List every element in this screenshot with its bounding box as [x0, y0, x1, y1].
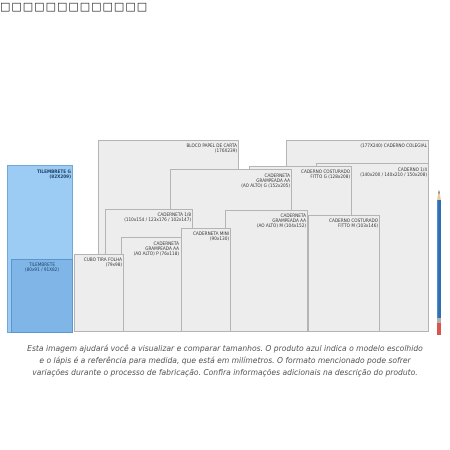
box-caderneta-mini [181, 228, 231, 332]
label-caderno-1-4: CADERNO 1/4 (140x200 / 140x210 / 150x208) [360, 167, 427, 177]
label-bloco-papel-carta: BLOCO PAPEL DE CARTA (176X239) [186, 143, 237, 153]
label-caderneta-mini: CADERNETA MINI (90x130) [193, 231, 229, 241]
box-caderneta-aa-m [225, 210, 308, 332]
label-cubo-tira-folha: CUBO TIRA FOLHA (79x98) [83, 257, 122, 267]
label-caderno-costurado-m: CADERNO COSTURADO FITTO M (103x146) [329, 218, 378, 228]
header-placeholder-glyphs: □□□□□□□□□□□□□ [0, 0, 149, 13]
label-caderno-costurado-g: CADERNO COSTURADO FITTO G (128x208) [301, 169, 350, 179]
label-caderno-colegial: (177X240) CADERNO COLEGIAL [360, 143, 427, 148]
label-caderneta-aa-g: CADERNETA GRAMPEADA AA (AO ALTO) G (152x205) [241, 173, 290, 188]
caption-text: Esta imagem ajudará você a visualizar e comparar tamanhos. O produto azul indica o modelo escolhido e o lápis é a referência para medida, que está em milímetros. O formato mencionado pode sofrer variações durante o processo de fabricação. Confira informações adicionais na descrição do produto. [27, 344, 423, 377]
pencil-reference-icon [436, 190, 442, 335]
label-caderneta-1-8: CADERNETA 1/8 (110x154 / 123x176 / 102x147) [124, 212, 191, 222]
label-caderneta-aa-m: CADERNETA GRAMPEADA AA (AO ALTO) M (104x152) [256, 213, 306, 228]
label-caderneta-aa-p: CADERNETA GRAMPEADA AA (AO ALTO) P (76x118) [133, 241, 179, 256]
box-caderno-costurado-m [308, 215, 380, 332]
label-tilembrete-g: TILEMBRETE G (82X209) [37, 169, 71, 179]
label-tilembrete: TILEMBRETE (80x91 / 91X82) [24, 262, 59, 272]
